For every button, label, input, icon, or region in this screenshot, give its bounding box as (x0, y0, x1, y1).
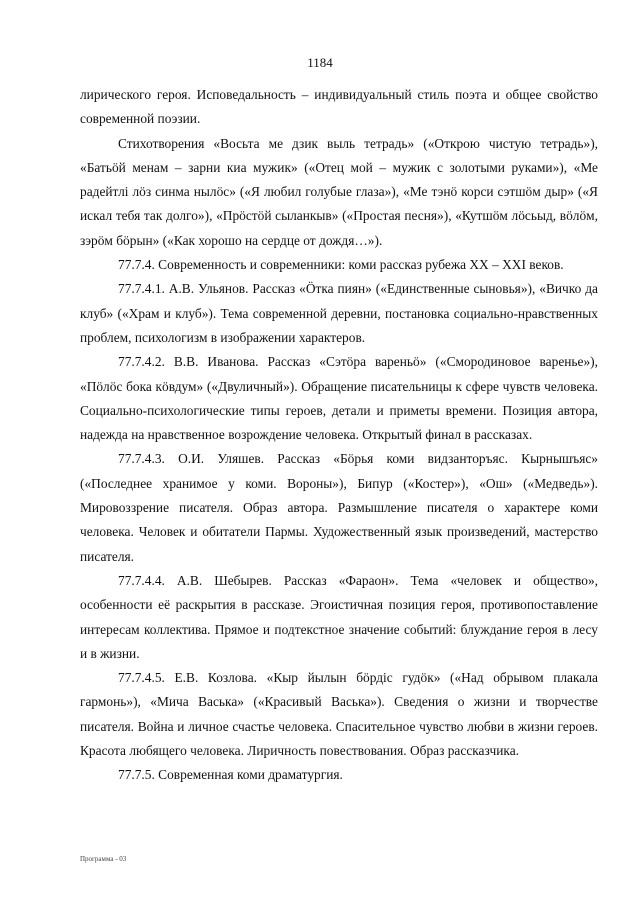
paragraph-77-7-4-5: 77.7.4.5. Е.В. Козлова. «Кыр йылын бӧрдіс гудӧк» («Над обрывом плакала гармонь»), «Мича Васька» («Красивый Васька»). Сведения о жизни и творчестве писателя. Война и личное счастье человека. Спасительное чувство любви в жизни героев. Красота любящего человека. Лиричность повествования. Образ рассказчика. (80, 670, 598, 759)
paragraph-77-7-4-3: 77.7.4.3. О.И. Уляшев. Рассказ «Бӧрья коми видзанторъяс. Кырнышъяс» («Последнее хранимое у коми. Вороны»), Бипур («Костер»), «Ош» («Медведь»). Мировоззрение писателя. Образ автора. Размышление писателя о характере коми человека. Человек и обитатели Пармы. Художественный язык произведений, мастерство писателя. (80, 451, 598, 564)
page-body (80, 83, 598, 788)
paragraph-77-7-4-1: 77.7.4.1. А.В. Ульянов. Рассказ «Ӧтка пиян» («Единственные сыновья»), «Вичко да клуб» («Храм и клуб»). Тема современной деревни, постановка социально-нравственных проблем, психологизм в изображении характеров. (80, 281, 598, 345)
section-heading-77-7-5: 77.7.5. Современная коми драматургия. (118, 767, 343, 783)
page-number: 1184 (307, 55, 333, 70)
paragraph-continuation: лирического героя. Исповедальность – индивидуальный стиль поэта и общее свойство современной поэзии. (80, 87, 598, 127)
section-heading-77-7-4: 77.7.4. Современность и современники: коми рассказ рубежа XX – XXI веков. (118, 257, 564, 273)
paragraph-poems-list: Стихотворения «Восьта ме дзик выль тетрадь» («Открою чистую тетрадь»), «Батьӧй менам – зарни киа мужик» («Отец мой – мужик с золотыми руками»), «Ме радейтлі лӧз синма нылӧс» («Я любил голубые глаза»), «Ме тэнӧ корси сэтшӧм дыр» («Я искал тебя так долго»), «Прӧстӧй сыланкыв» («Простая песня»), «Кутшӧм лӧсьыд, вӧлӧм, зэрӧм бӧрын» («Как хорошо на сердце от дождя…»). (80, 135, 598, 248)
footer-label: Программа - 03 (80, 855, 127, 863)
paragraph-77-7-4-2: 77.7.4.2. В.В. Иванова. Рассказ «Сэтӧра вареньӧ» («Смородиновое варенье»), «Пӧлӧс бока кӧвдум» («Двуличный»). Обращение писательницы к сфере чувств человека. Социально-психологические типы героев, детали и приметы времени. Позиция автора, надежда на нравственное возрождение человека. Открытый финал в рассказах. (80, 354, 598, 443)
paragraph-77-7-4-4: 77.7.4.4. А.В. Шебырев. Рассказ «Фараон». Тема «человек и общество», особенности её раскрытия в рассказе. Эгоистичная позиция героя, противопоставление интересам коллектива. Прямое и подтекстное значение событий: блуждание героя в лесу и в жизни. (80, 572, 598, 661)
